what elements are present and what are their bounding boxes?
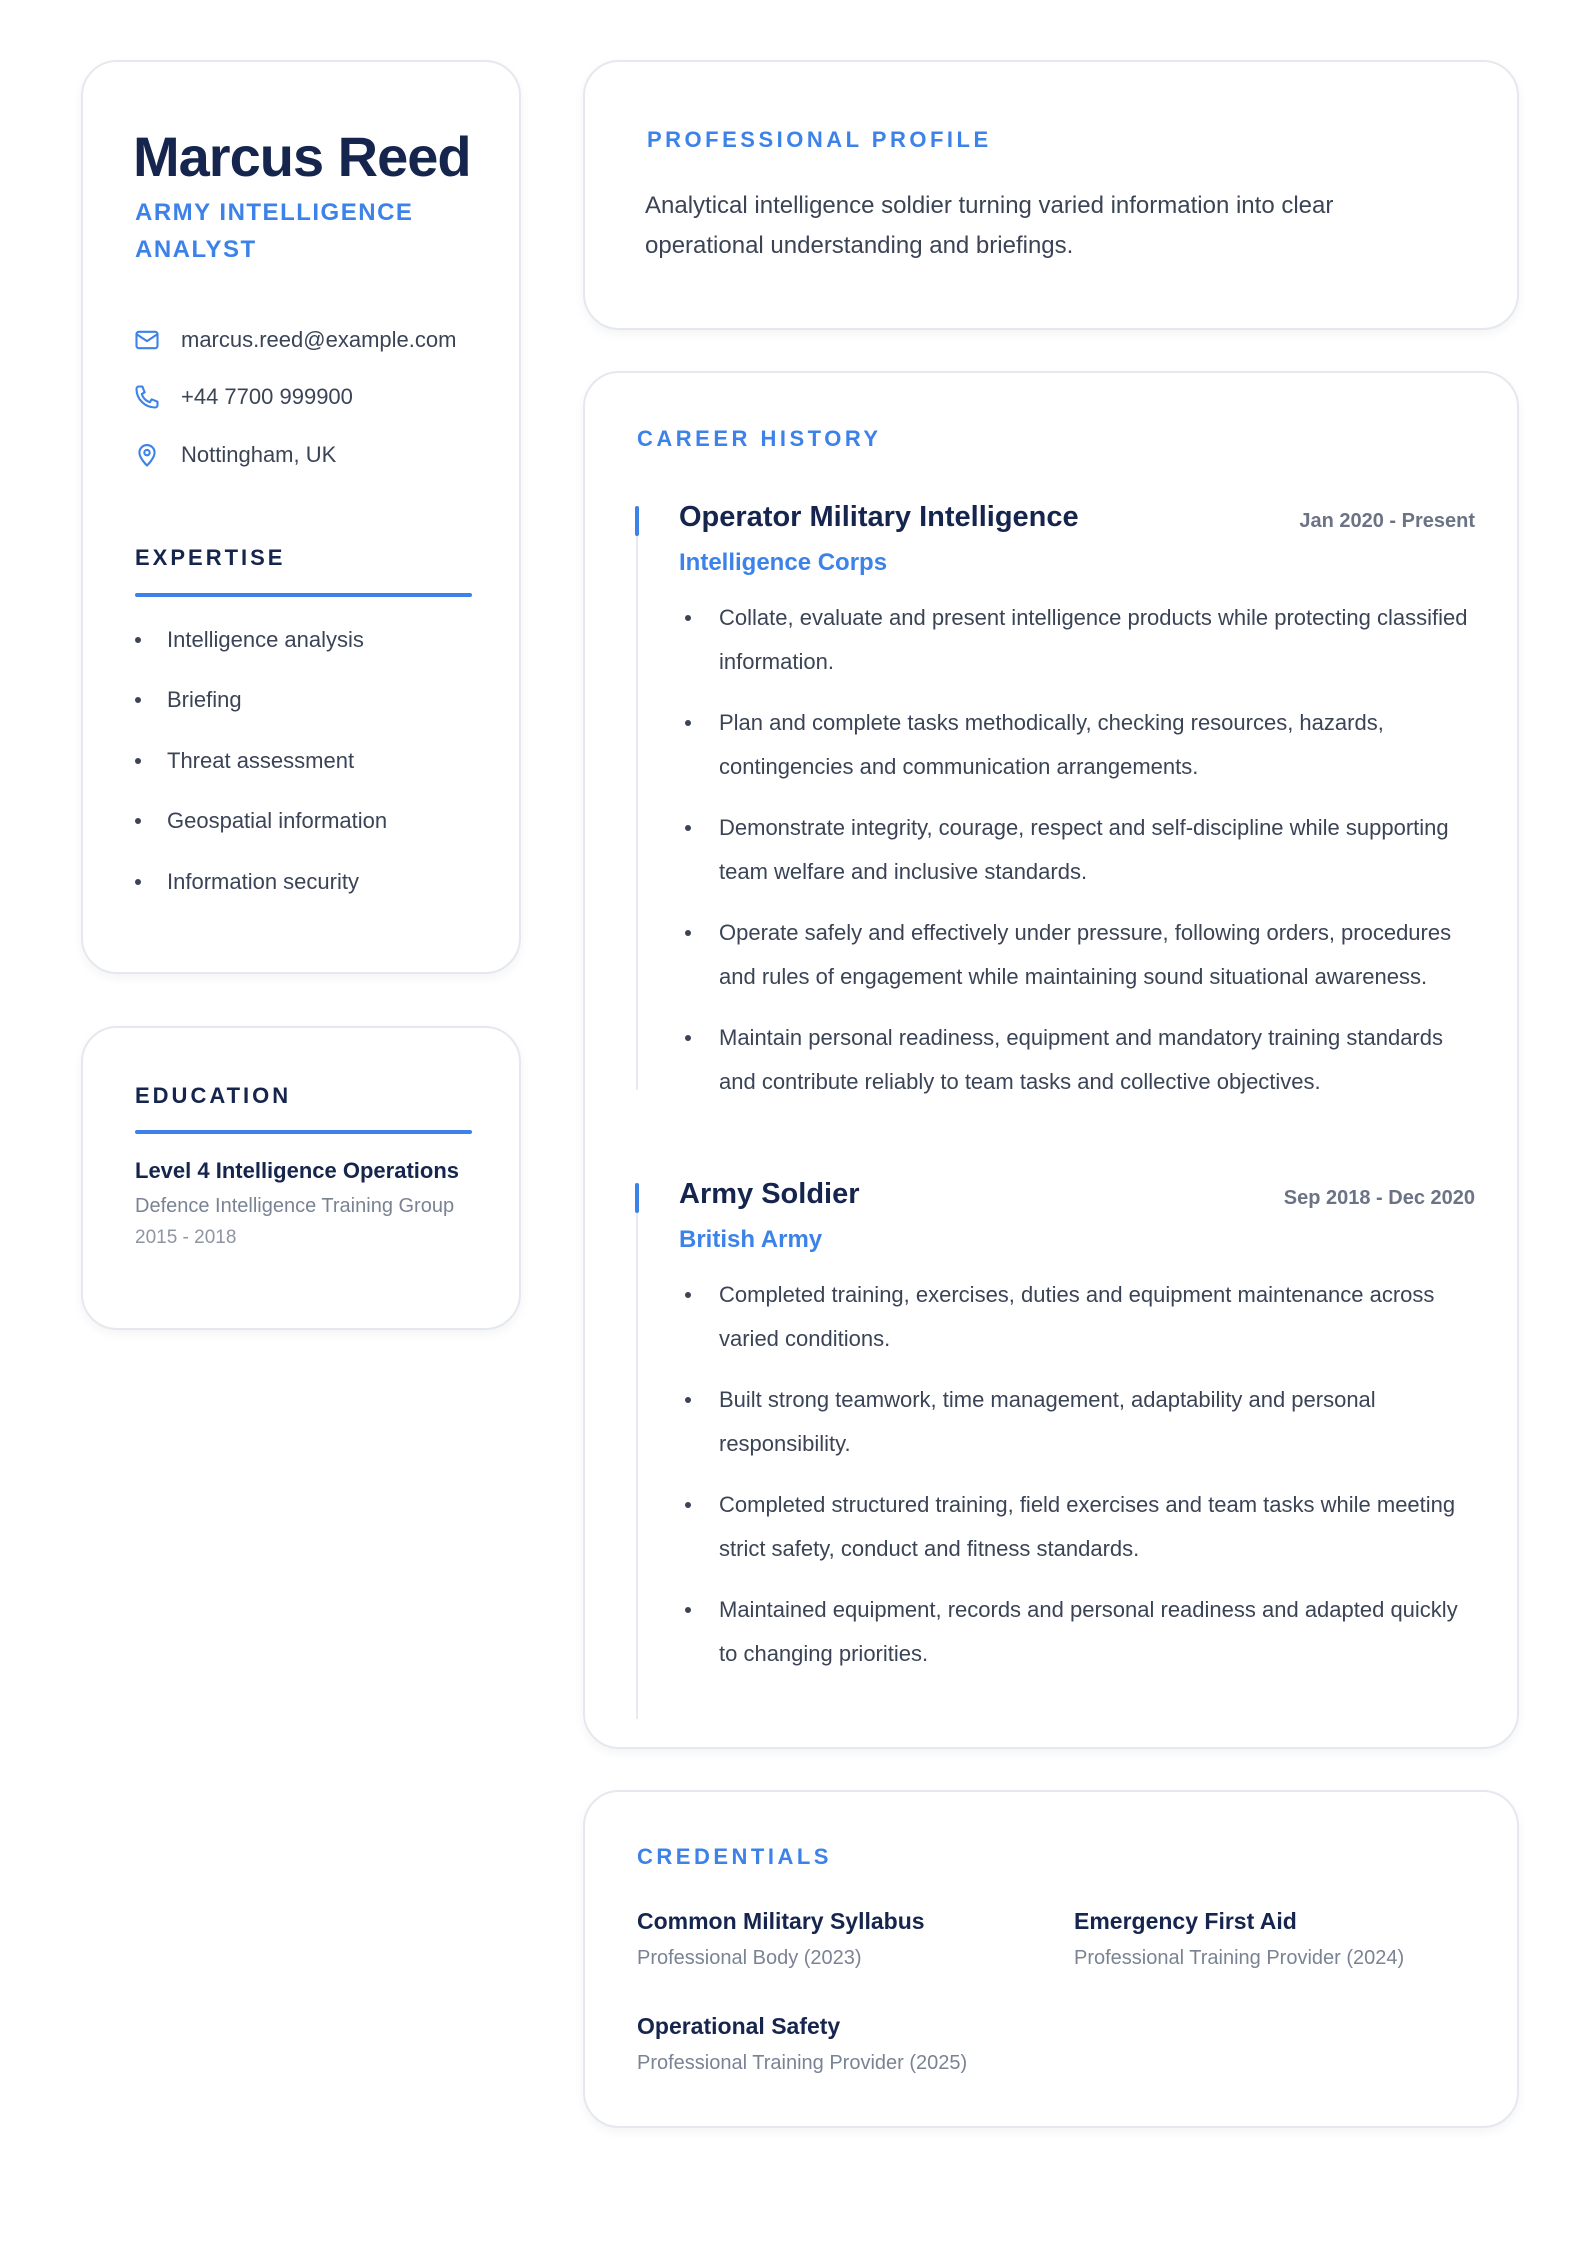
education-card [81,1026,521,1330]
job-bullet: Completed structured training, field exercises and team tasks while meeting strict safety, conduct and fitness standards. [679,1483,1479,1571]
location-pin-icon [133,441,161,469]
job-bullet: Demonstrate integrity, courage, respect and self-discipline while supporting team welfare and inclusive standards. [679,806,1479,894]
job-bullet: Plan and complete tasks methodically, checking resources, hazards, contingencies and communication arrangements. [679,701,1479,789]
job-bullet: Operate safely and effectively under pressure, following orders, procedures and rules of engagement while maintaining sound situational awareness. [679,911,1479,999]
email-text: marcus.reed@example.com [181,327,457,352]
bullet-dot [135,879,141,885]
education-rule [135,1130,472,1134]
credential-meta: Professional Training Provider (2024) [1074,1947,1405,1969]
expertise-rule [135,593,472,597]
career-card [583,371,1519,1749]
credential-item [1074,1908,1404,1970]
job-bullet: Built strong teamwork, time management, adaptability and personal responsibility. [679,1378,1479,1466]
contact-phone[interactable] [133,383,353,411]
credential-meta: Professional Training Provider (2025) [637,2052,968,2074]
candidate-name: Marcus Reed [133,125,471,188]
profile-heading: PROFESSIONAL PROFILE [647,127,992,152]
credentials-card [583,1790,1519,2128]
education-years: 2015 - 2018 [135,1227,237,1248]
contact-location [133,441,336,469]
bullet-dot [135,758,141,764]
credential-name: Emergency First Aid [1074,1908,1297,1934]
job-bullet: Maintain personal readiness, equipment and mandatory training standards and contribute reliably to team tasks and collective objectives. [679,1016,1479,1104]
phone-icon [133,383,161,411]
job-bullet: Maintained equipment, records and personal readiness and adapted quickly to changing priorities. [679,1588,1479,1676]
expertise-heading: EXPERTISE [135,545,286,570]
expertise-item: Threat assessment [135,748,354,774]
job-bullets [679,596,1479,1121]
timeline-accent [635,1183,639,1213]
profile-card [583,60,1519,330]
education-org: Defence Intelligence Training Group [135,1195,455,1217]
credential-item [637,2013,967,2075]
job-dates: Jan 2020 - Present [1299,510,1475,532]
expertise-item: Geospatial information [135,808,387,834]
credential-name: Operational Safety [637,2013,841,2039]
credential-name: Common Military Syllabus [637,1908,925,1934]
credentials-heading: CREDENTIALS [637,1844,832,1869]
expertise-item: Intelligence analysis [135,627,364,653]
timeline-accent [635,506,639,536]
credential-item [637,1908,925,1970]
job-dates: Sep 2018 - Dec 2020 [1283,1187,1475,1209]
phone-text: +44 7700 999900 [181,384,353,409]
contact-email[interactable] [133,326,456,354]
mail-icon [133,326,161,354]
expertise-item: Briefing [135,687,242,713]
job-title: Operator Military Intelligence [679,501,1079,533]
expertise-item: Information security [135,869,359,895]
career-heading: CAREER HISTORY [637,426,882,451]
timeline-line [636,1213,638,1719]
job-org: British Army [679,1226,823,1253]
education-heading: EDUCATION [135,1083,292,1108]
timeline-line [636,536,638,1090]
job-title: Army Soldier [679,1178,860,1210]
candidate-role: ARMY INTELLIGENCE ANALYST [135,199,414,263]
job-org: Intelligence Corps [679,549,888,576]
job-bullets [679,1273,1479,1693]
credential-meta: Professional Body (2023) [637,1947,862,1969]
job-bullet: Completed training, exercises, duties and equipment maintenance across varied conditions. [679,1273,1479,1361]
bullet-dot [135,697,141,703]
identity-card [81,60,521,974]
job-bullet: Collate, evaluate and present intelligence products while protecting classified information. [679,596,1479,684]
bullet-dot [135,818,141,824]
location-text: Nottingham, UK [181,442,337,467]
education-title: Level 4 Intelligence Operations [135,1158,459,1183]
bullet-dot [135,637,141,643]
profile-summary: Analytical intelligence soldier turning varied information into clear operational understanding and briefings. [645,192,1334,259]
